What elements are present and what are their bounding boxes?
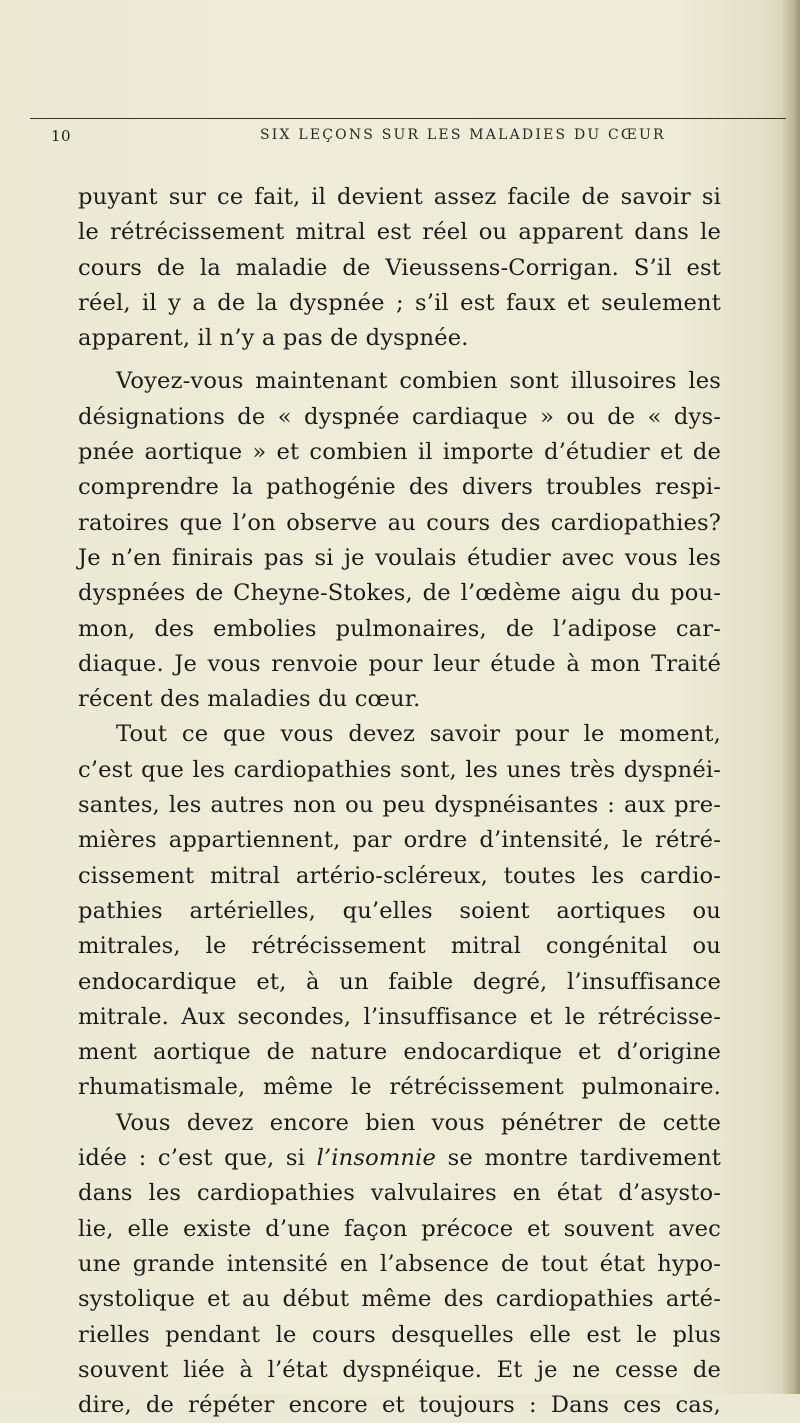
text-line-with-italic <box>78 1141 721 1176</box>
text-line: santes, les autres non ou peu dyspnéisantes : aux pre- <box>78 792 721 819</box>
text-line: endocardique et, à un faible degré, l’insuffisance <box>78 968 721 995</box>
text-line: pathies artérielles, qu’elles soient aortiques ou <box>78 897 721 924</box>
text-segment: se montre tardivement <box>436 1145 722 1172</box>
text-line: dyspnées de Cheyne-Stokes, de l’œdème aigu du pou- <box>78 580 721 607</box>
text-line: souvent liée à l’état dyspnéique. Et je ne cesse de <box>78 1356 721 1383</box>
text-line: rhumatismale, même le rétrécissement pulmonaire. <box>78 1074 721 1101</box>
text-line: récent des maladies du cœur. <box>78 686 421 713</box>
text-line: lie, elle existe d’une façon précoce et souvent avec <box>78 1215 721 1242</box>
text-line: diaque. Je vous renvoie pour leur étude à mon Traité <box>78 650 721 677</box>
text-line: puyant sur ce fait, il devient assez facile de savoir si <box>78 184 721 210</box>
page-number: 10 <box>51 127 72 145</box>
text-line: ratoires que l’on observe au cours des cardiopathies? <box>78 509 721 536</box>
text-line: comprendre la pathogénie des divers troubles respi- <box>78 474 721 501</box>
text-line: pnée aortique » et combien il importe d’étudier et de <box>78 439 721 466</box>
text-line: Voyez-vous maintenant combien sont illusoires les <box>116 368 721 395</box>
text-line: dire, de répéter encore et toujours : Dans ces cas, <box>78 1392 721 1419</box>
text-line: mon, des embolies pulmonaires, de l’adipose car- <box>78 615 721 642</box>
text-line: cours de la maladie de Vieussens-Corrigan. S’il est <box>78 254 721 281</box>
text-line: mières appartiennent, par ordre d’intensité, le rétré- <box>78 827 721 854</box>
text-line: mitrales, le rétrécissement mitral congénital ou <box>78 933 721 960</box>
text-line: réel, il y a de la dyspnée ; s’il est faux et seulement <box>78 289 721 316</box>
text-line: Je n’en finirais pas si je voulais étudier avec vous les <box>78 544 721 571</box>
italic-term: l’insomnie <box>316 1145 437 1172</box>
text-line: Tout ce que vous devez savoir pour le moment, <box>116 721 721 748</box>
text-line: systolique et au début même des cardiopathies arté- <box>78 1286 721 1313</box>
header-rule <box>30 118 786 119</box>
text-line: dans les cardiopathies valvulaires en état d’asysto- <box>78 1180 721 1207</box>
text-segment: idée : c’est que, si <box>78 1145 317 1172</box>
page-edge-shadow <box>782 0 800 1394</box>
text-line: désignations de « dyspnée cardiaque » ou de « dys- <box>78 403 721 430</box>
text-line: apparent, il n’y a pas de dyspnée. <box>78 325 469 352</box>
body-text <box>78 180 721 1423</box>
text-line: Vous devez encore bien vous pénétrer de cette <box>116 1109 721 1136</box>
text-line: le rétrécissement mitral est réel ou apparent dans le <box>78 219 721 246</box>
text-line: ment aortique de nature endocardique et d’origine <box>78 1039 721 1066</box>
text-line: mitrale. Aux secondes, l’insuffisance et le rétrécisse- <box>78 1003 721 1030</box>
text-line: une grande intensité en l’absence de tout état hypo- <box>78 1250 721 1277</box>
text-line: rielles pendant le cours desquelles elle est le plus <box>78 1321 721 1348</box>
text-line: cissement mitral artério-scléreux, toutes les cardio- <box>78 862 721 889</box>
text-line: c’est que les cardiopathies sont, les unes très dyspnéi- <box>78 756 721 783</box>
running-head: SIX LEÇONS SUR LES MALADIES DU CŒUR <box>260 127 666 143</box>
